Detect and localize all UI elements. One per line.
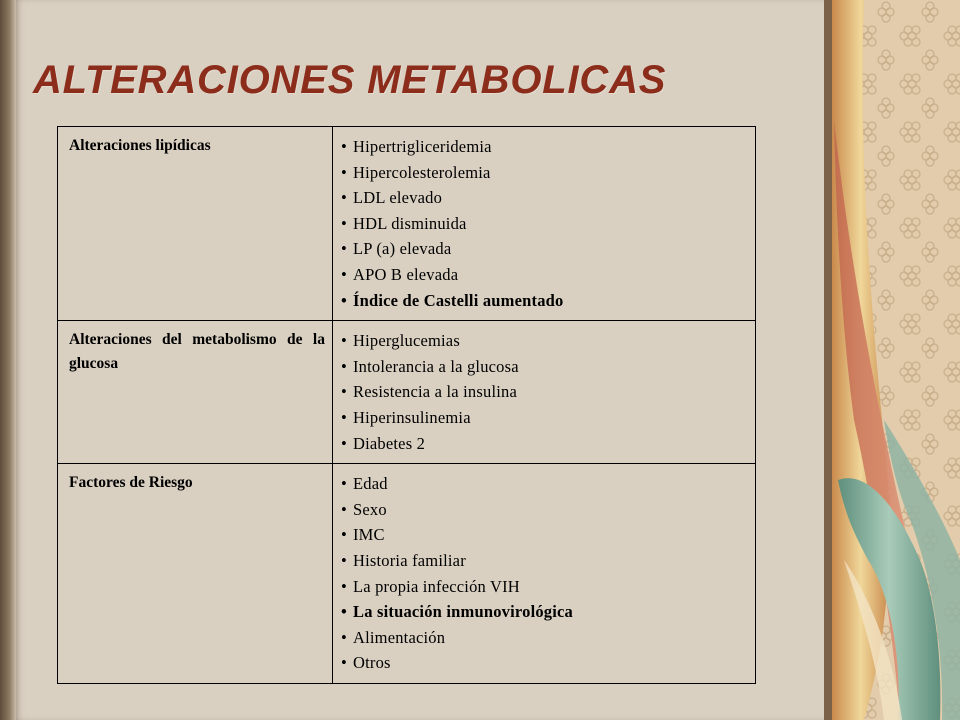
table-row-lipid — [58, 127, 756, 321]
items-cell — [333, 127, 756, 321]
list-item: • Diabetes 2 — [341, 431, 749, 457]
list-item: • Intolerancia a la glucosa — [341, 354, 749, 380]
list-item-emphasized: • La situación inmunovirológica — [341, 599, 749, 625]
items-cell — [333, 321, 756, 464]
category-cell — [58, 127, 333, 321]
category-cell — [58, 321, 333, 464]
list-item: • Hipercolesterolemia — [341, 160, 749, 186]
list-item: • HDL disminuida — [341, 211, 749, 237]
slide-title: ALTERACIONES METABOLICAS — [33, 58, 667, 102]
list-item: • Resistencia a la insulina — [341, 379, 749, 405]
list-item: • APO B elevada — [341, 262, 749, 288]
items-list — [341, 134, 749, 313]
items-list — [341, 471, 749, 676]
list-item: • Historia familiar — [341, 548, 749, 574]
list-item: • Hipertrigliceridemia — [341, 134, 749, 160]
category-label: Factores de Riesgo — [69, 474, 193, 492]
items-list — [341, 328, 749, 456]
list-item: • La propia infección VIH — [341, 574, 749, 600]
list-item: • Alimentación — [341, 625, 749, 651]
list-item: • Edad — [341, 471, 749, 497]
list-item: • Hiperglucemias — [341, 328, 749, 354]
category-label: Alteraciones lipídicas — [69, 137, 211, 154]
list-item: • Otros — [341, 650, 749, 676]
list-item: • LP (a) elevada — [341, 236, 749, 262]
items-cell — [333, 464, 756, 684]
list-item-emphasized: • Índice de Castelli aumentado — [341, 288, 749, 314]
category-label: Alteraciones del metabolismo de la glucosa — [69, 331, 325, 373]
decorative-border-image — [824, 0, 960, 720]
list-item: • Sexo — [341, 497, 749, 523]
category-cell — [58, 464, 333, 684]
list-item: • LDL elevado — [341, 185, 749, 211]
slide-left-edge — [0, 0, 16, 720]
list-item: • Hiperinsulinemia — [341, 405, 749, 431]
alterations-table — [57, 126, 756, 684]
table-row-risk-factors — [58, 464, 756, 684]
list-item: • IMC — [341, 522, 749, 548]
table-row-glucose — [58, 321, 756, 464]
